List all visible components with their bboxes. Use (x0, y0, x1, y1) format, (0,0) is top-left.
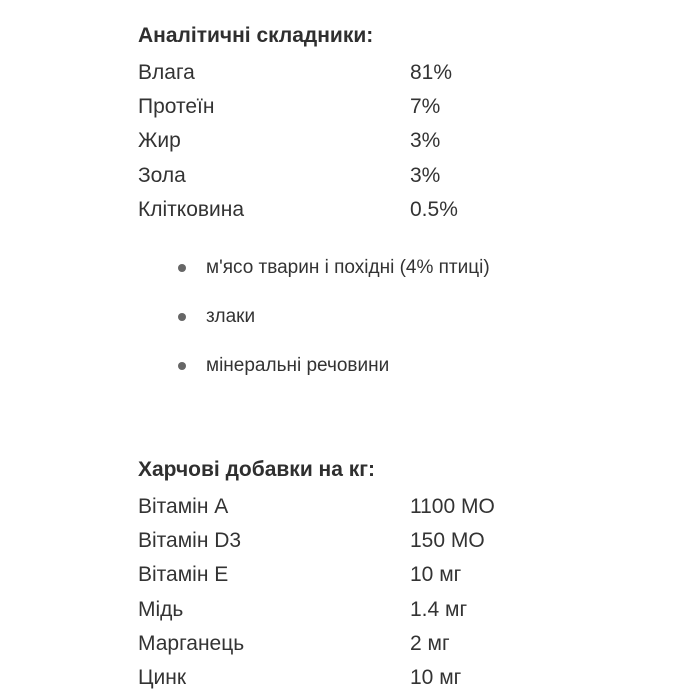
analytic-name: Клітковина (138, 197, 245, 221)
nutritional-additives-title: Харчові добавки на кг: (138, 458, 376, 481)
additive-name: Марганець (138, 631, 245, 655)
list-item (178, 354, 490, 378)
additive-value: 10 мг (410, 665, 462, 689)
bullet-icon (178, 362, 186, 370)
analytic-name: Зола (138, 163, 186, 187)
analytic-value: 3% (410, 129, 441, 153)
additive-name: Вітамін А (138, 495, 229, 518)
analytic-constituents-section (138, 22, 658, 227)
analytic-name: Протеїн (138, 95, 215, 119)
ingredient-text: мінеральні речовини (206, 355, 390, 376)
analytic-name: Жир (138, 129, 181, 153)
analytic-constituents-title: Аналітичні складники: (138, 24, 374, 47)
additive-name: Мідь (138, 597, 184, 621)
additive-row-vitamin-a (138, 490, 658, 524)
additive-row-copper (138, 593, 658, 627)
additive-value: 150 МО (410, 529, 485, 553)
additive-name: Вітамін Е (138, 563, 229, 587)
ingredient-text: м'ясо тварин і похідні (4% птиці) (206, 257, 490, 278)
list-item (178, 305, 490, 329)
analytic-value: 3% (410, 163, 441, 187)
additive-name: Вітамін D3 (138, 529, 242, 553)
additive-value: 1.4 мг (410, 597, 468, 621)
analytic-row-fat (138, 124, 658, 158)
bullet-icon (178, 313, 186, 321)
additive-value: 2 мг (410, 631, 450, 655)
nutritional-additives-section (138, 456, 658, 695)
ingredients-list (178, 256, 490, 403)
analytic-value: 0.5% (410, 197, 458, 221)
additive-row-vitamin-d3 (138, 524, 658, 558)
analytic-value: 7% (410, 95, 441, 119)
additive-value: 1100 МО (410, 495, 495, 518)
bullet-icon (178, 264, 186, 272)
list-item (178, 256, 490, 280)
analytic-row-ash (138, 159, 658, 193)
additive-row-vitamin-e (138, 558, 658, 592)
additive-row-zinc (138, 661, 658, 695)
analytic-name: Влага (138, 61, 195, 84)
analytic-row-protein (138, 90, 658, 124)
additive-row-manganese (138, 627, 658, 661)
analytic-row-moisture (138, 56, 658, 90)
additive-value: 10 мг (410, 563, 462, 587)
analytic-row-fiber (138, 193, 658, 227)
analytic-value: 81% (410, 61, 453, 84)
ingredient-text: злаки (206, 306, 256, 327)
additive-name: Цинк (138, 665, 187, 689)
